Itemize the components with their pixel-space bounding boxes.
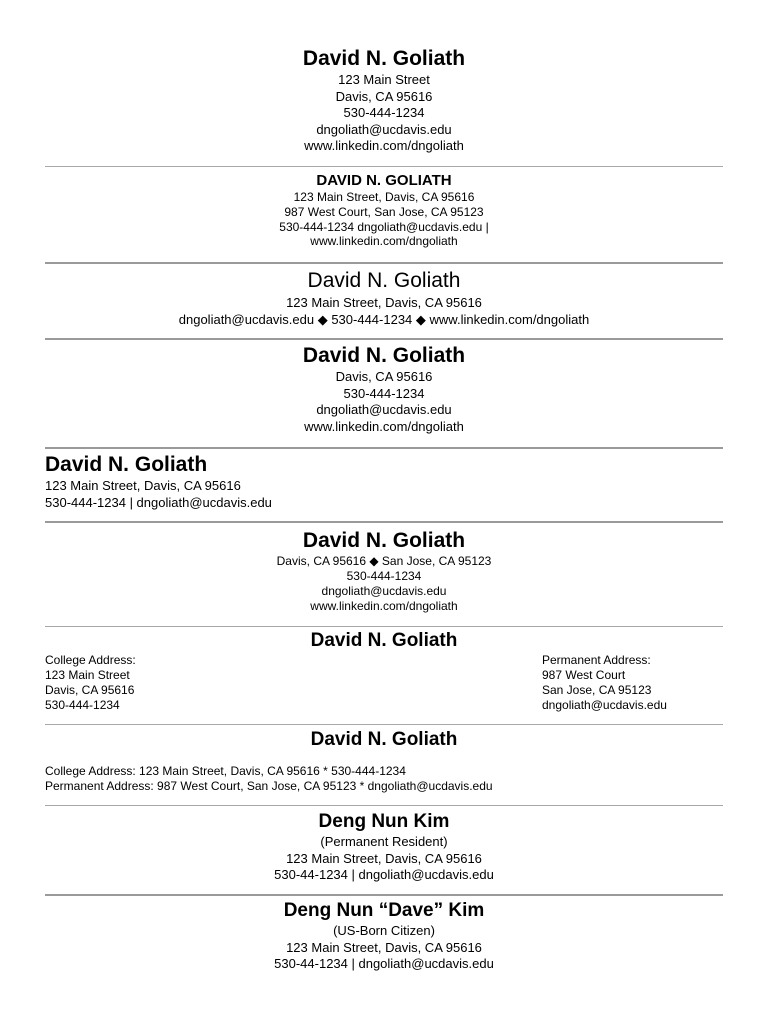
name-heading: David N. Goliath	[310, 630, 458, 651]
street-line: 123 Main Street	[45, 668, 130, 682]
name-heading: David N. Goliath	[302, 344, 466, 367]
contact-line: 530-44-1234 | dngoliath@ucdavis.edu	[274, 956, 494, 971]
name-heading: David N. Goliath	[307, 269, 461, 292]
name-heading: Deng Nun “Dave” Kim	[283, 900, 485, 921]
linkedin-line: www.linkedin.com/dngoliath	[310, 234, 458, 249]
phone-line: 530-444-1234	[346, 569, 422, 583]
college-address-line: College Address: 123 Main Street, Davis, CA 95616 * 530-444-1234	[45, 764, 406, 778]
name-heading: David N. Goliath	[45, 453, 208, 476]
address-line: 123 Main Street, Davis, CA 95616	[293, 190, 475, 204]
name-heading: David N. Goliath	[302, 47, 466, 70]
divider	[45, 447, 723, 449]
linkedin-line: www.linkedin.com/dngoliath	[310, 599, 458, 613]
linkedin-line: www.linkedin.com/dngoliath	[304, 138, 464, 153]
divider	[45, 338, 723, 340]
contact-line: 530-444-1234 | dngoliath@ucdavis.edu	[45, 494, 272, 510]
divider	[45, 521, 723, 523]
address-line: 123 Main Street, Davis, CA 95616	[286, 939, 482, 955]
linkedin-line: www.linkedin.com/dngoliath	[304, 418, 464, 434]
phone-line: 530-444-1234	[343, 385, 425, 401]
city-line: Davis, CA 95616	[45, 683, 135, 697]
address-line: 123 Main Street	[338, 72, 430, 87]
header-sample-5	[45, 452, 723, 511]
address-line: 123 Main Street, Davis, CA 95616	[286, 295, 482, 310]
address-lines	[45, 764, 723, 794]
contact-line: 530-44-1234 | dngoliath@ucdavis.edu	[274, 867, 494, 882]
divider	[45, 724, 723, 725]
permanent-address-line: Permanent Address: 987 West Court, San Jose, CA 95123 * dngoliath@ucdavis.edu	[45, 779, 493, 793]
header-sample-6	[45, 528, 723, 614]
header-sample-10	[45, 899, 723, 973]
residency-status: (Permanent Resident)	[320, 834, 448, 849]
name-heading: David N. Goliath	[302, 529, 466, 552]
header-sample-7	[45, 629, 723, 653]
email-line: dngoliath@ucdavis.edu	[316, 121, 452, 137]
city-line: Davis, CA 95616	[335, 369, 433, 384]
city-line: Davis, CA 95616	[335, 88, 433, 104]
email-line: dngoliath@ucdavis.edu	[542, 698, 667, 712]
name-heading: David N. Goliath	[310, 729, 458, 750]
street-line: 987 West Court	[542, 668, 626, 682]
header-sample-1	[45, 46, 723, 155]
divider	[45, 166, 723, 167]
divider	[45, 262, 723, 264]
locations-line: Davis, CA 95616 ◆ San Jose, CA 95123	[276, 554, 492, 568]
college-address-label: College Address:	[45, 653, 136, 667]
divider	[45, 805, 723, 806]
header-sample-4	[45, 343, 723, 435]
header-sample-8	[45, 728, 723, 752]
name-heading: Deng Nun Kim	[318, 811, 450, 832]
permanent-address-label: Permanent Address:	[542, 653, 651, 667]
contact-line: 530-444-1234 dngoliath@ucdavis.edu |	[279, 219, 489, 234]
address-line: 987 West Court, San Jose, CA 95123	[284, 204, 484, 219]
citizenship-status: (US-Born Citizen)	[333, 923, 435, 938]
divider	[45, 626, 723, 627]
email-line: dngoliath@ucdavis.edu	[316, 402, 452, 417]
header-sample-9	[45, 810, 723, 884]
email-line: dngoliath@ucdavis.edu	[321, 584, 447, 598]
city-line: San Jose, CA 95123	[542, 683, 652, 697]
contact-line: dngoliath@ucdavis.edu ◆ 530-444-1234 ◆ www.linkedin.com/dngoliath	[178, 312, 590, 327]
header-sample-2	[45, 171, 723, 249]
divider	[45, 894, 723, 896]
phone-line: 530-444-1234	[343, 105, 425, 120]
address-line: 123 Main Street, Davis, CA 95616	[286, 850, 482, 866]
phone-line: 530-444-1234	[45, 698, 120, 712]
name-heading: DAVID N. GOLIATH	[316, 172, 452, 189]
college-address-column	[45, 653, 136, 713]
address-line: 123 Main Street, Davis, CA 95616	[45, 478, 241, 493]
header-sample-3	[45, 268, 723, 328]
permanent-address-column	[542, 653, 667, 713]
